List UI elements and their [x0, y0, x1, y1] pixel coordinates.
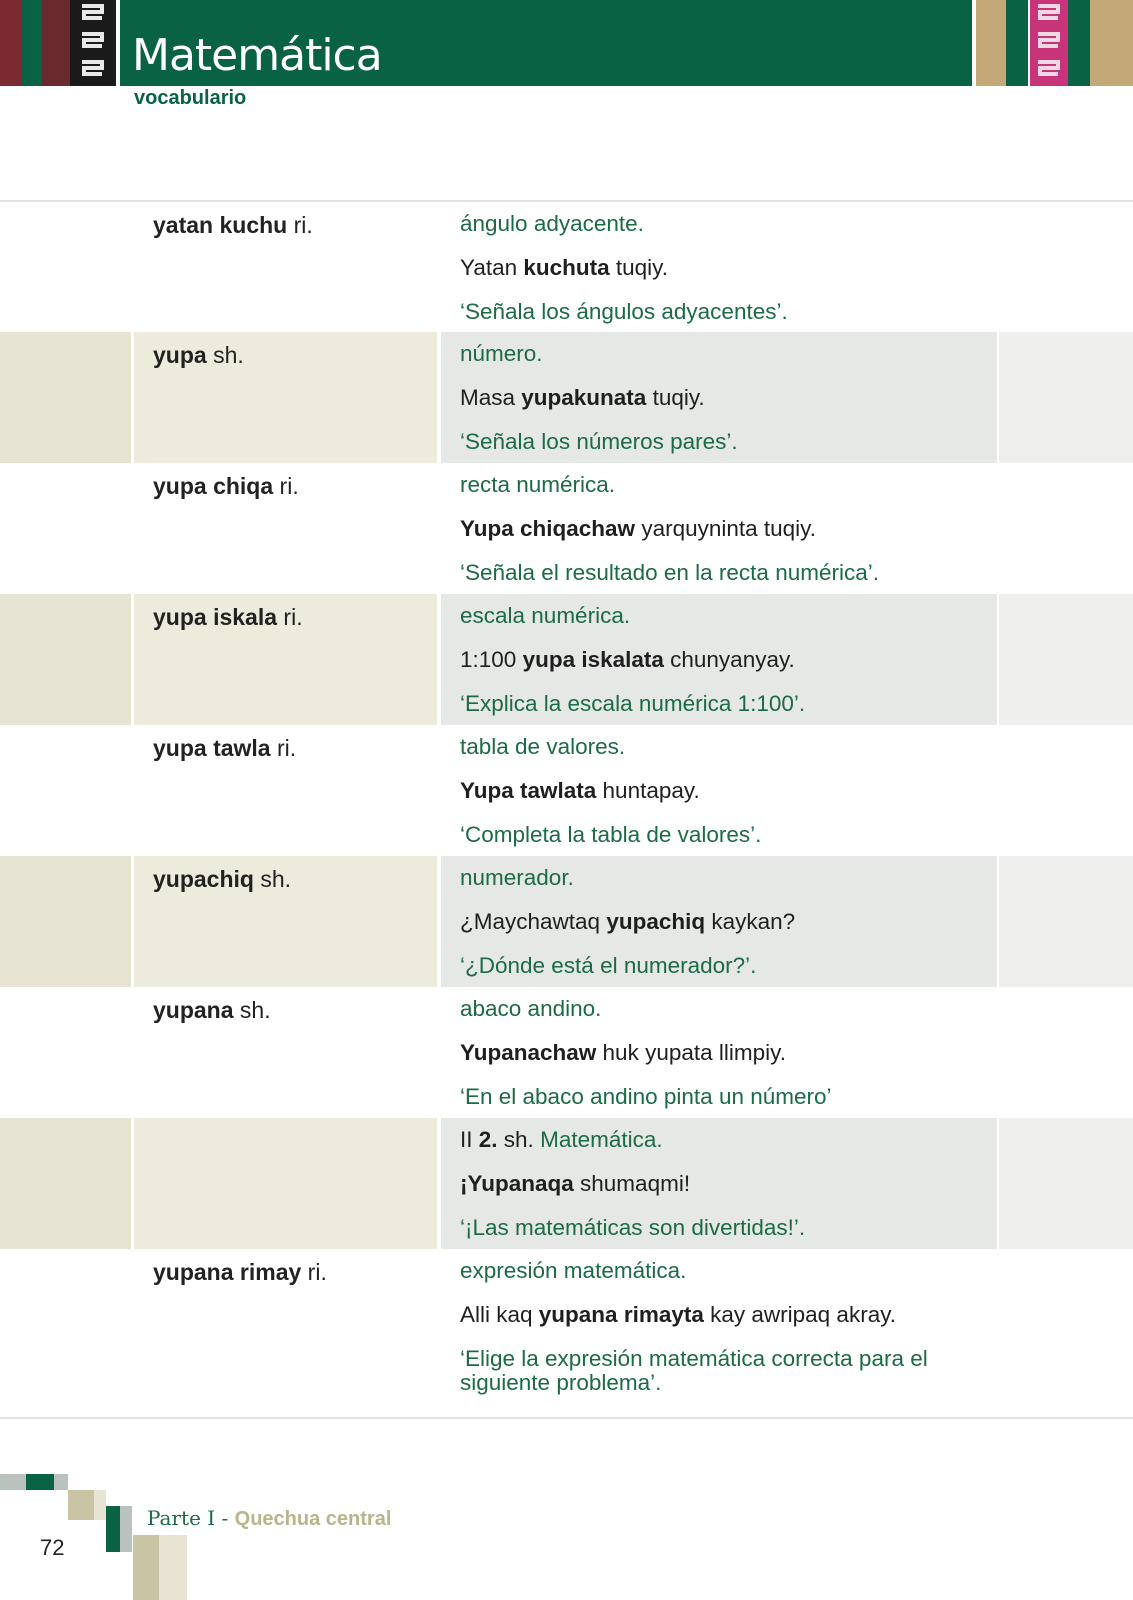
entry-body — [460, 997, 980, 1129]
entry-definition: ángulo adyacente. — [460, 211, 644, 236]
vocab-entry — [0, 332, 1133, 463]
entry-term: yupachiq sh. — [153, 866, 292, 892]
decorative-stripe — [1090, 0, 1133, 86]
entry-body — [460, 1128, 980, 1260]
page-header — [0, 0, 1133, 86]
decorative-stripe — [42, 0, 70, 86]
entry-body — [460, 735, 980, 867]
andean-pattern-icon — [70, 0, 116, 86]
decorative-stripe — [976, 0, 1006, 86]
vocab-entry — [0, 463, 1133, 594]
entry-body — [460, 212, 980, 344]
entry-term: yupana sh. — [153, 997, 271, 1023]
entry-translation: ‘Elige la expresión matemática correcta para el siguiente problema’. — [460, 1346, 928, 1395]
entry-body — [460, 473, 980, 605]
footer-part-label: Parte I - Quechua central — [147, 1506, 392, 1530]
entry-definition: escala numérica. — [460, 603, 631, 628]
entry-translation: ‘Completa la tabla de valores’. — [460, 822, 762, 847]
entry-example: ¿Maychawtaq yupachiq kaykan? — [460, 909, 796, 934]
entry-example: Yupa chiqachaw yarquyninta tuqiy. — [460, 516, 816, 541]
vocab-entry — [0, 1118, 1133, 1249]
entry-translation: ‘Señala el resultado en la recta numérica’. — [460, 560, 879, 585]
entry-term: yupa sh. — [153, 342, 244, 368]
decorative-stripe — [22, 0, 42, 86]
table-bottom-rule — [0, 1417, 1133, 1419]
entry-example: Masa yupakunata tuqiy. — [460, 385, 705, 410]
entry-translation: ‘¿Dónde está el numerador?’. — [460, 953, 757, 978]
entry-translation: ‘Explica la escala numérica 1:100’. — [460, 691, 806, 716]
page-number: 72 — [40, 1535, 65, 1560]
entry-term: yupa iskala ri. — [153, 604, 303, 630]
entry-term: yupa tawla ri. — [153, 735, 297, 761]
entry-example: Alli kaq yupana rimayta kay awripaq akray. — [460, 1302, 897, 1327]
entry-definition: abaco andino. — [460, 996, 602, 1021]
andean-pattern-icon — [1030, 0, 1068, 86]
entry-definition: numerador. — [460, 865, 574, 890]
entry-definition: expresión matemática. — [460, 1258, 687, 1283]
entry-sense: II 2. sh. Matemática. — [460, 1127, 663, 1152]
vocab-entry — [0, 202, 1133, 332]
entry-term: yupana rimay ri. — [153, 1259, 327, 1285]
entry-example: Yupa tawlata huntapay. — [460, 778, 700, 803]
vocab-entry — [0, 987, 1133, 1118]
title-band — [120, 0, 972, 86]
entry-definition: tabla de valores. — [460, 734, 626, 759]
entry-body — [460, 342, 980, 474]
decorative-stripe — [1006, 0, 1028, 86]
entry-translation: ‘¡Las matemáticas son divertidas!’. — [460, 1215, 806, 1240]
page-title: Matemática — [132, 30, 382, 81]
entry-example: ¡Yupanaqa shumaqmi! — [460, 1171, 691, 1196]
vocab-entry — [0, 594, 1133, 725]
entry-translation: ‘Señala los ángulos adyacentes’. — [460, 299, 788, 324]
decorative-stripe — [0, 0, 22, 86]
entry-example: Yupanachaw huk yupata llimpiy. — [460, 1040, 786, 1065]
entry-body — [460, 1258, 980, 1395]
entry-example: Yatan kuchuta tuqiy. — [460, 255, 669, 280]
entry-body — [460, 866, 980, 998]
entry-definition: número. — [460, 341, 543, 366]
entry-translation: ‘Señala los números pares’. — [460, 429, 738, 454]
entry-term: yatan kuchu ri. — [153, 212, 313, 238]
entry-term: yupa chiqa ri. — [153, 473, 299, 499]
vocab-entry — [0, 1249, 1133, 1417]
entry-example: 1:100 yupa iskalata chunyanyay. — [460, 647, 795, 672]
entry-body — [460, 604, 980, 736]
entry-definition: recta numérica. — [460, 472, 616, 497]
page-subtitle: vocabulario — [134, 87, 247, 109]
vocab-entry — [0, 725, 1133, 856]
vocab-entry — [0, 856, 1133, 987]
decorative-stripe — [1068, 0, 1090, 86]
entry-translation: ‘En el abaco andino pinta un número’ — [460, 1084, 832, 1109]
